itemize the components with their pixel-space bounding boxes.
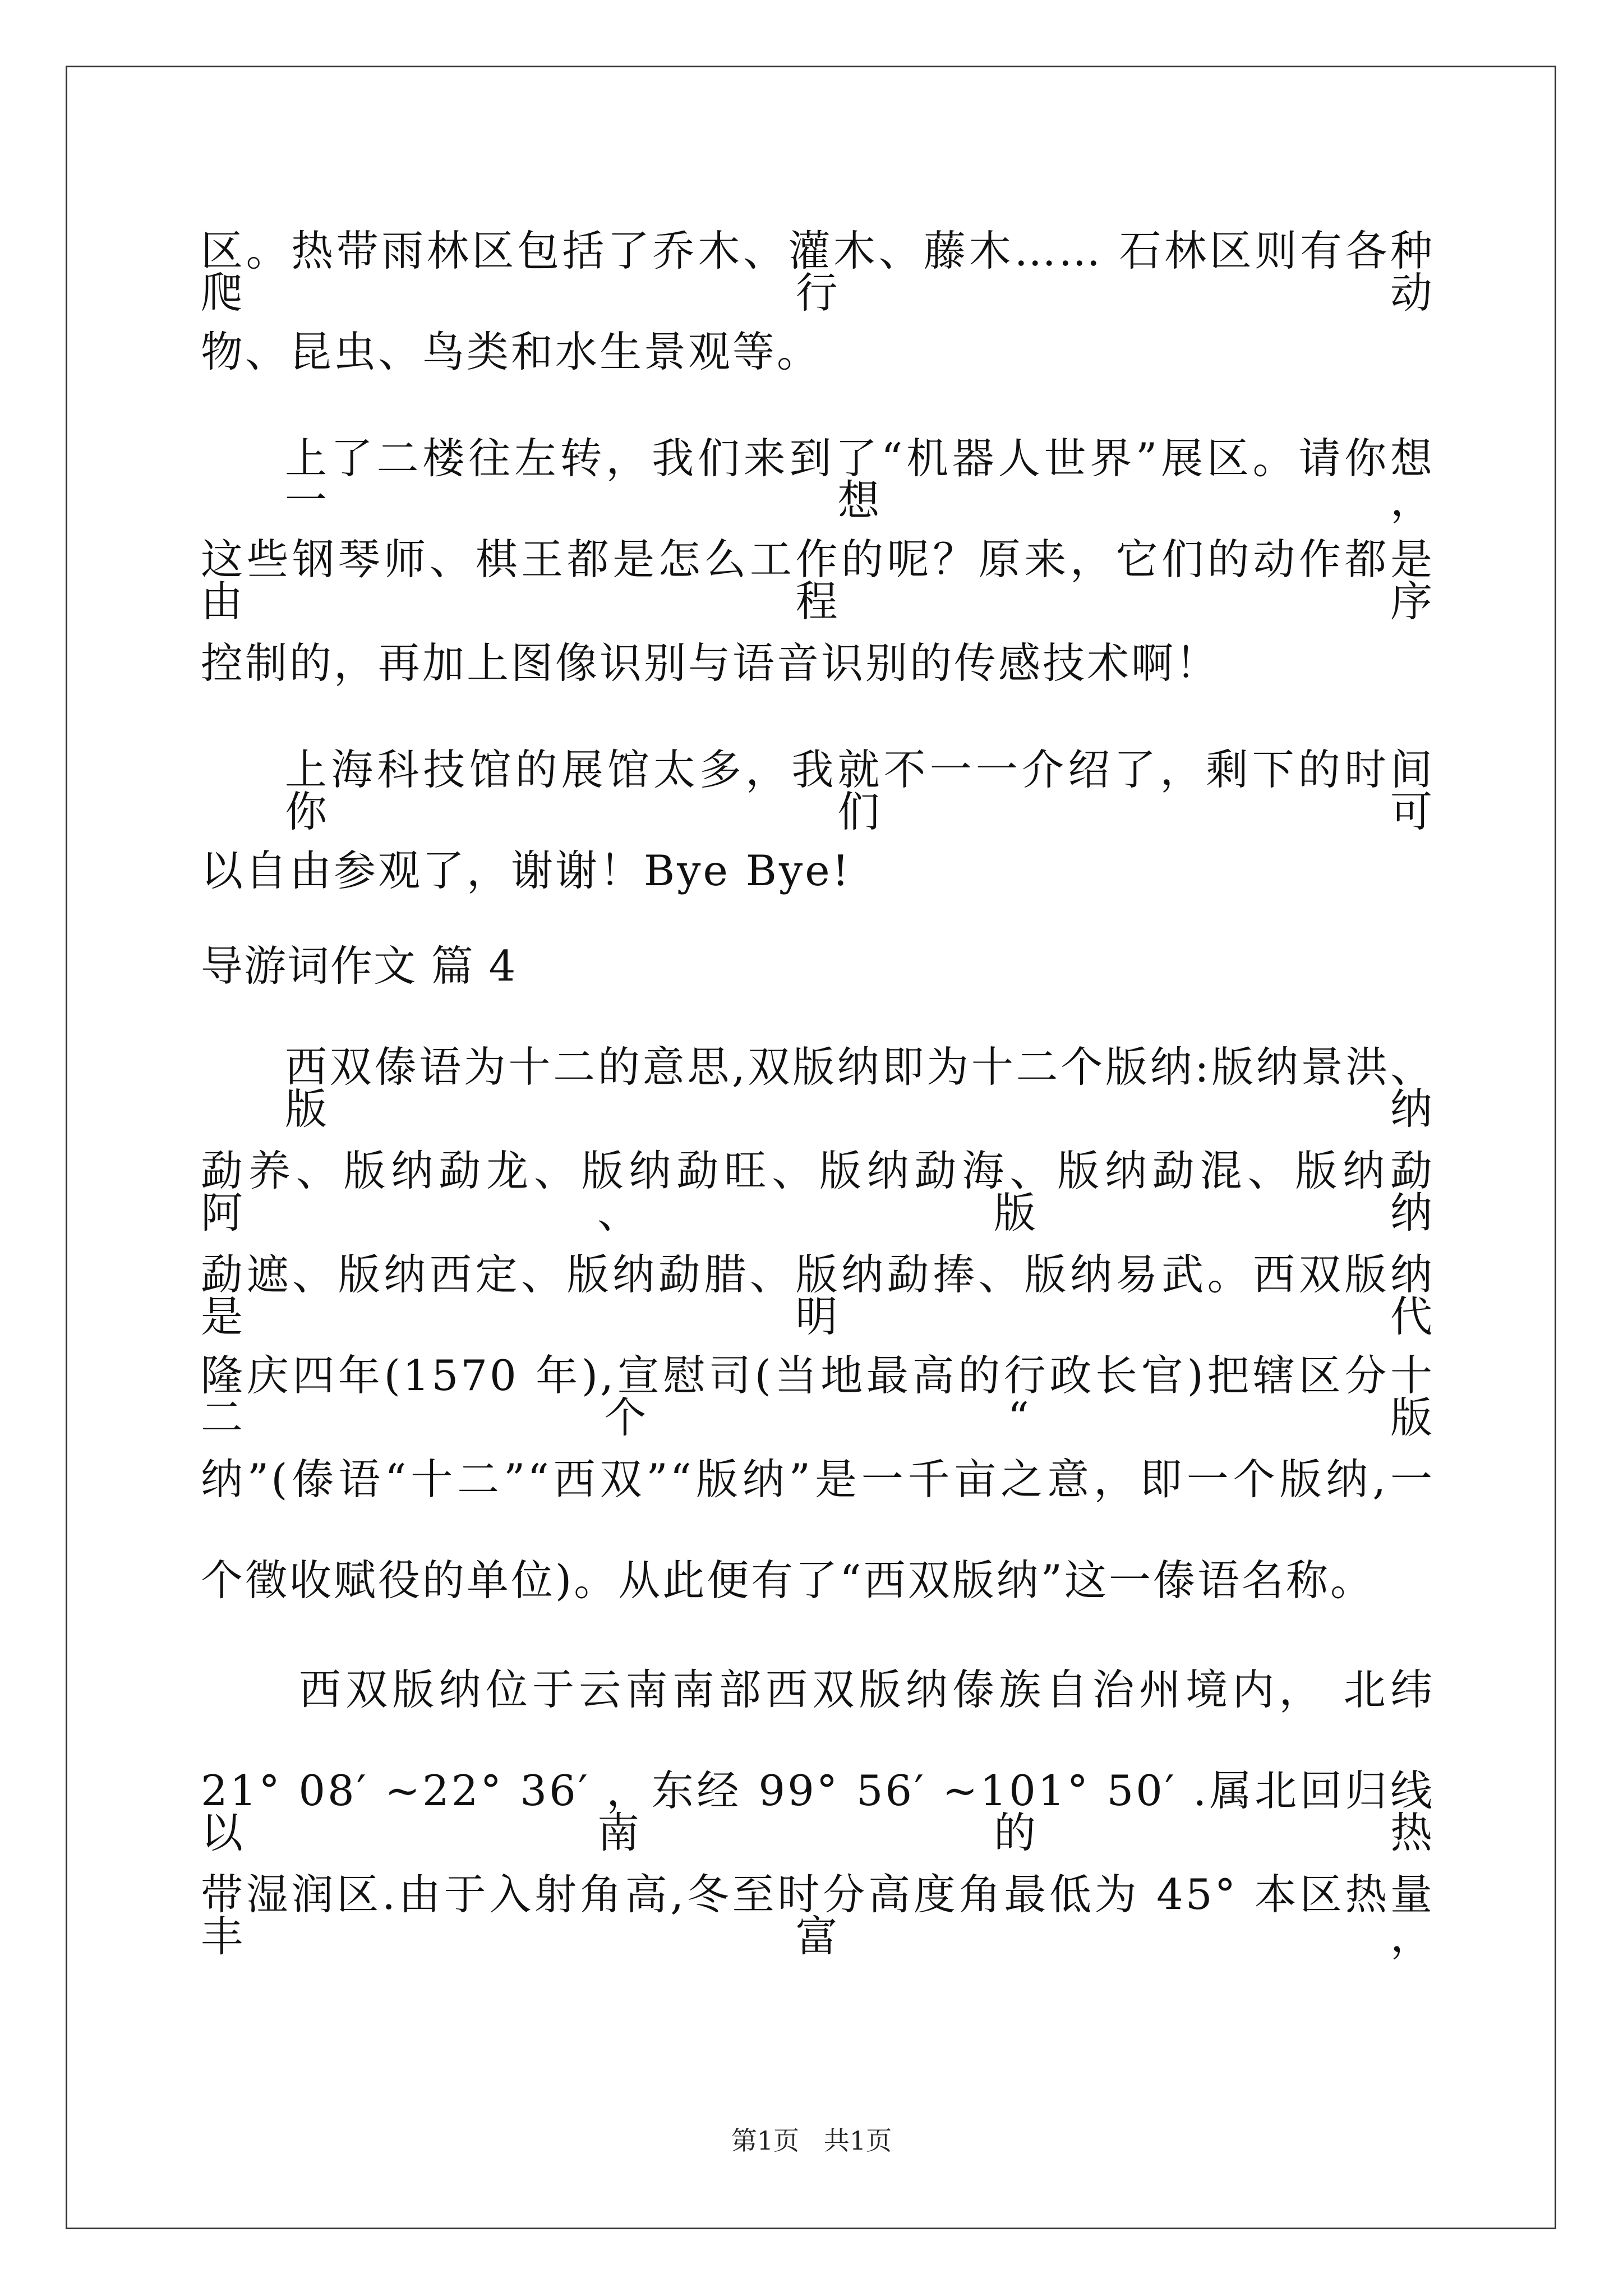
paragraph-line: 以自由参观了，谢谢！Bye Bye! <box>201 846 851 895</box>
paragraph-line: 个徵收赋役的单位)。从此便有了“西双版纳”这一傣语名称。 <box>201 1556 1375 1605</box>
paragraph-line: 西双版纳位于云南南部西双版纳傣族自治州境内， 北纬 <box>299 1665 1435 1714</box>
paragraph-line: 纳”(傣语“十二”“西双”“版纳”是一千亩之意，即一个版纳,一 <box>201 1455 1435 1504</box>
paragraph-line: 物、昆虫、鸟类和水生景观等。 <box>201 327 822 376</box>
paragraph-line: 西双傣语为十二的意思,双版纳即为十二个版纳:版纳景洪、版纳 <box>285 1042 1435 1134</box>
paragraph-line: 勐养、版纳勐龙、版纳勐旺、版纳勐海、版纳勐混、版纳勐阿、版纳 <box>201 1146 1435 1237</box>
section-heading: 导游词作文 篇 4 <box>201 941 517 991</box>
paragraph-line: 上海科技馆的展馆太多，我就不一一介绍了，剩下的时间你们可 <box>285 745 1435 836</box>
paragraph-line: 区。热带雨林区包括了乔木、灌木、藤木…… 石林区则有各种爬行动 <box>201 226 1435 318</box>
paragraph-line: 带湿润区.由于入射角高,冬至时分高度角最低为 45° 本区热量丰富， <box>201 1870 1435 1961</box>
page-footer: 第1页 共1页 <box>731 2125 892 2156</box>
paragraph-line: 勐遮、版纳西定、版纳勐腊、版纳勐捧、版纳易武。西双版纳是明代 <box>201 1250 1435 1341</box>
paragraph-line: 控制的，再加上图像识别与语音识别的传感技术啊！ <box>201 638 1220 688</box>
paragraph-line: 21° 08′ ~22° 36′ ，东经 99° 56′ ~101° 50′ .属北回归线以南的热 <box>201 1766 1435 1857</box>
paragraph-line: 上了二楼往左转，我们来到了“机器人世界”展区。请你想一想， <box>285 434 1435 525</box>
paragraph-line: 这些钢琴师、棋王都是怎么工作的呢？原来，它们的动作都是由程序 <box>201 535 1435 626</box>
paragraph-line: 隆庆四年(1570 年),宣慰司(当地最高的行政长官)把辖区分十二个“版 <box>201 1351 1435 1442</box>
